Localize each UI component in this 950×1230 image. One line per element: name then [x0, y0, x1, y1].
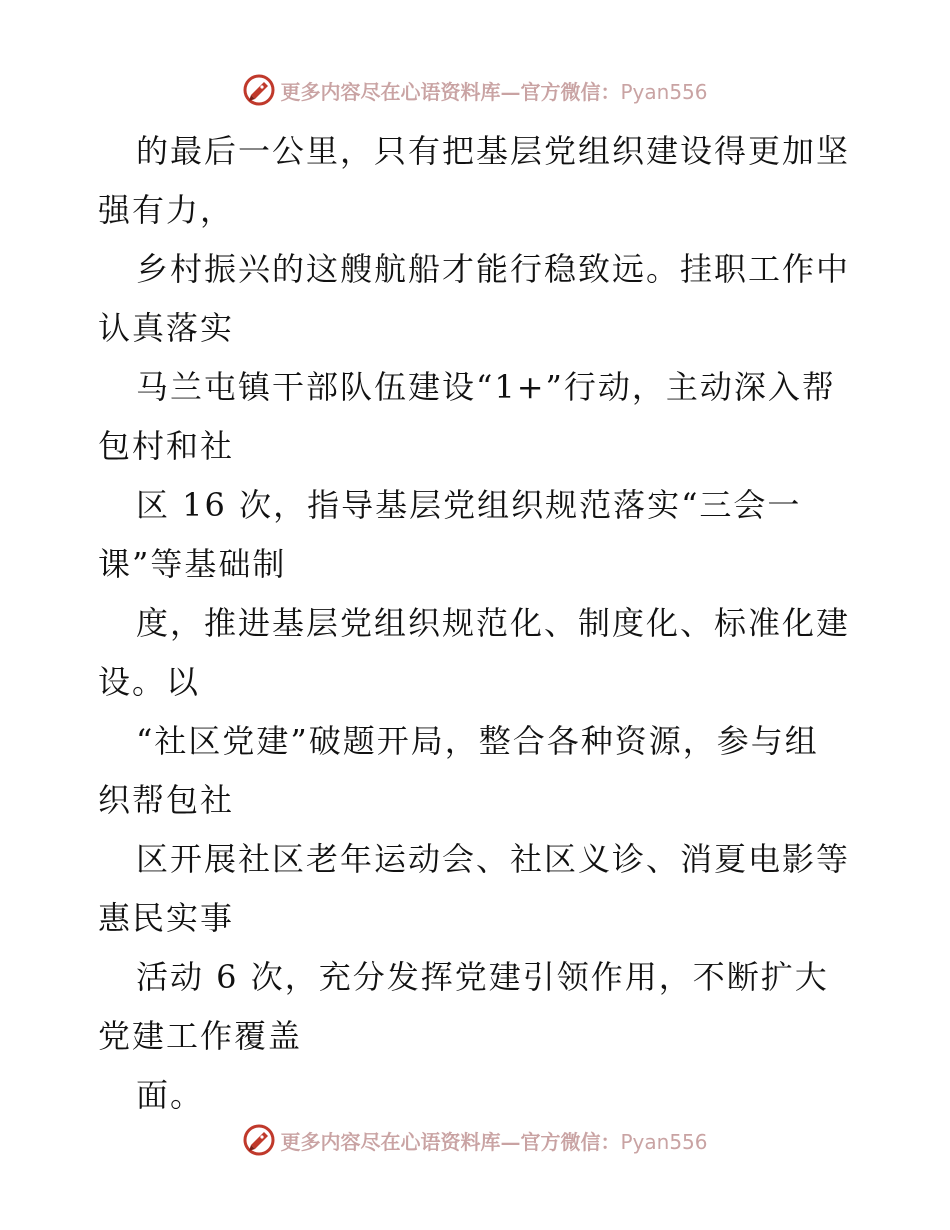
banner-text: 更多内容尽在心语资料库—官方微信：Pyan556	[280, 79, 708, 104]
text-line: 包村和社	[98, 427, 235, 465]
pen-nib-logo-icon	[242, 73, 276, 107]
pen-nib-logo-icon	[242, 1123, 276, 1157]
text-line: 乡村振兴的这艘航船才能行稳致远。挂职工作中	[136, 250, 851, 288]
header-banner	[0, 70, 950, 110]
text-line: 区 16 次，指导基层党组织规范落实“三会一	[136, 486, 802, 524]
text-line: 织帮包社	[98, 781, 235, 819]
document-body	[98, 122, 858, 1125]
footer-banner	[0, 1120, 950, 1160]
wechat-id: Pyan556	[620, 79, 708, 104]
banner-text: 更多内容尽在心语资料库—官方微信：Pyan556	[280, 1129, 708, 1154]
text-line: 活动 6 次，充分发挥党建引领作用，不断扩大	[136, 958, 829, 996]
text-line: 强有力，	[98, 191, 235, 229]
text-line: 面。	[136, 1076, 205, 1114]
text-line: 的最后一公里，只有把基层党组织建设得更加坚	[136, 132, 851, 170]
text-line: “社区党建”破题开局，整合各种资源，参与组	[136, 722, 819, 760]
text-line: 区开展社区老年运动会、社区义诊、消夏电影等	[136, 840, 851, 878]
text-line: 度，推进基层党组织规范化、制度化、标准化建	[136, 604, 851, 642]
text-line: 认真落实	[98, 309, 235, 347]
text-line: 设。以	[98, 663, 201, 701]
text-line: 课”等基础制	[98, 545, 287, 583]
text-line: 马兰屯镇干部队伍建设“1+”行动，主动深入帮	[136, 368, 836, 406]
wechat-id: Pyan556	[620, 1129, 708, 1154]
text-line: 惠民实事	[98, 899, 235, 937]
text-line: 党建工作覆盖	[98, 1017, 303, 1055]
